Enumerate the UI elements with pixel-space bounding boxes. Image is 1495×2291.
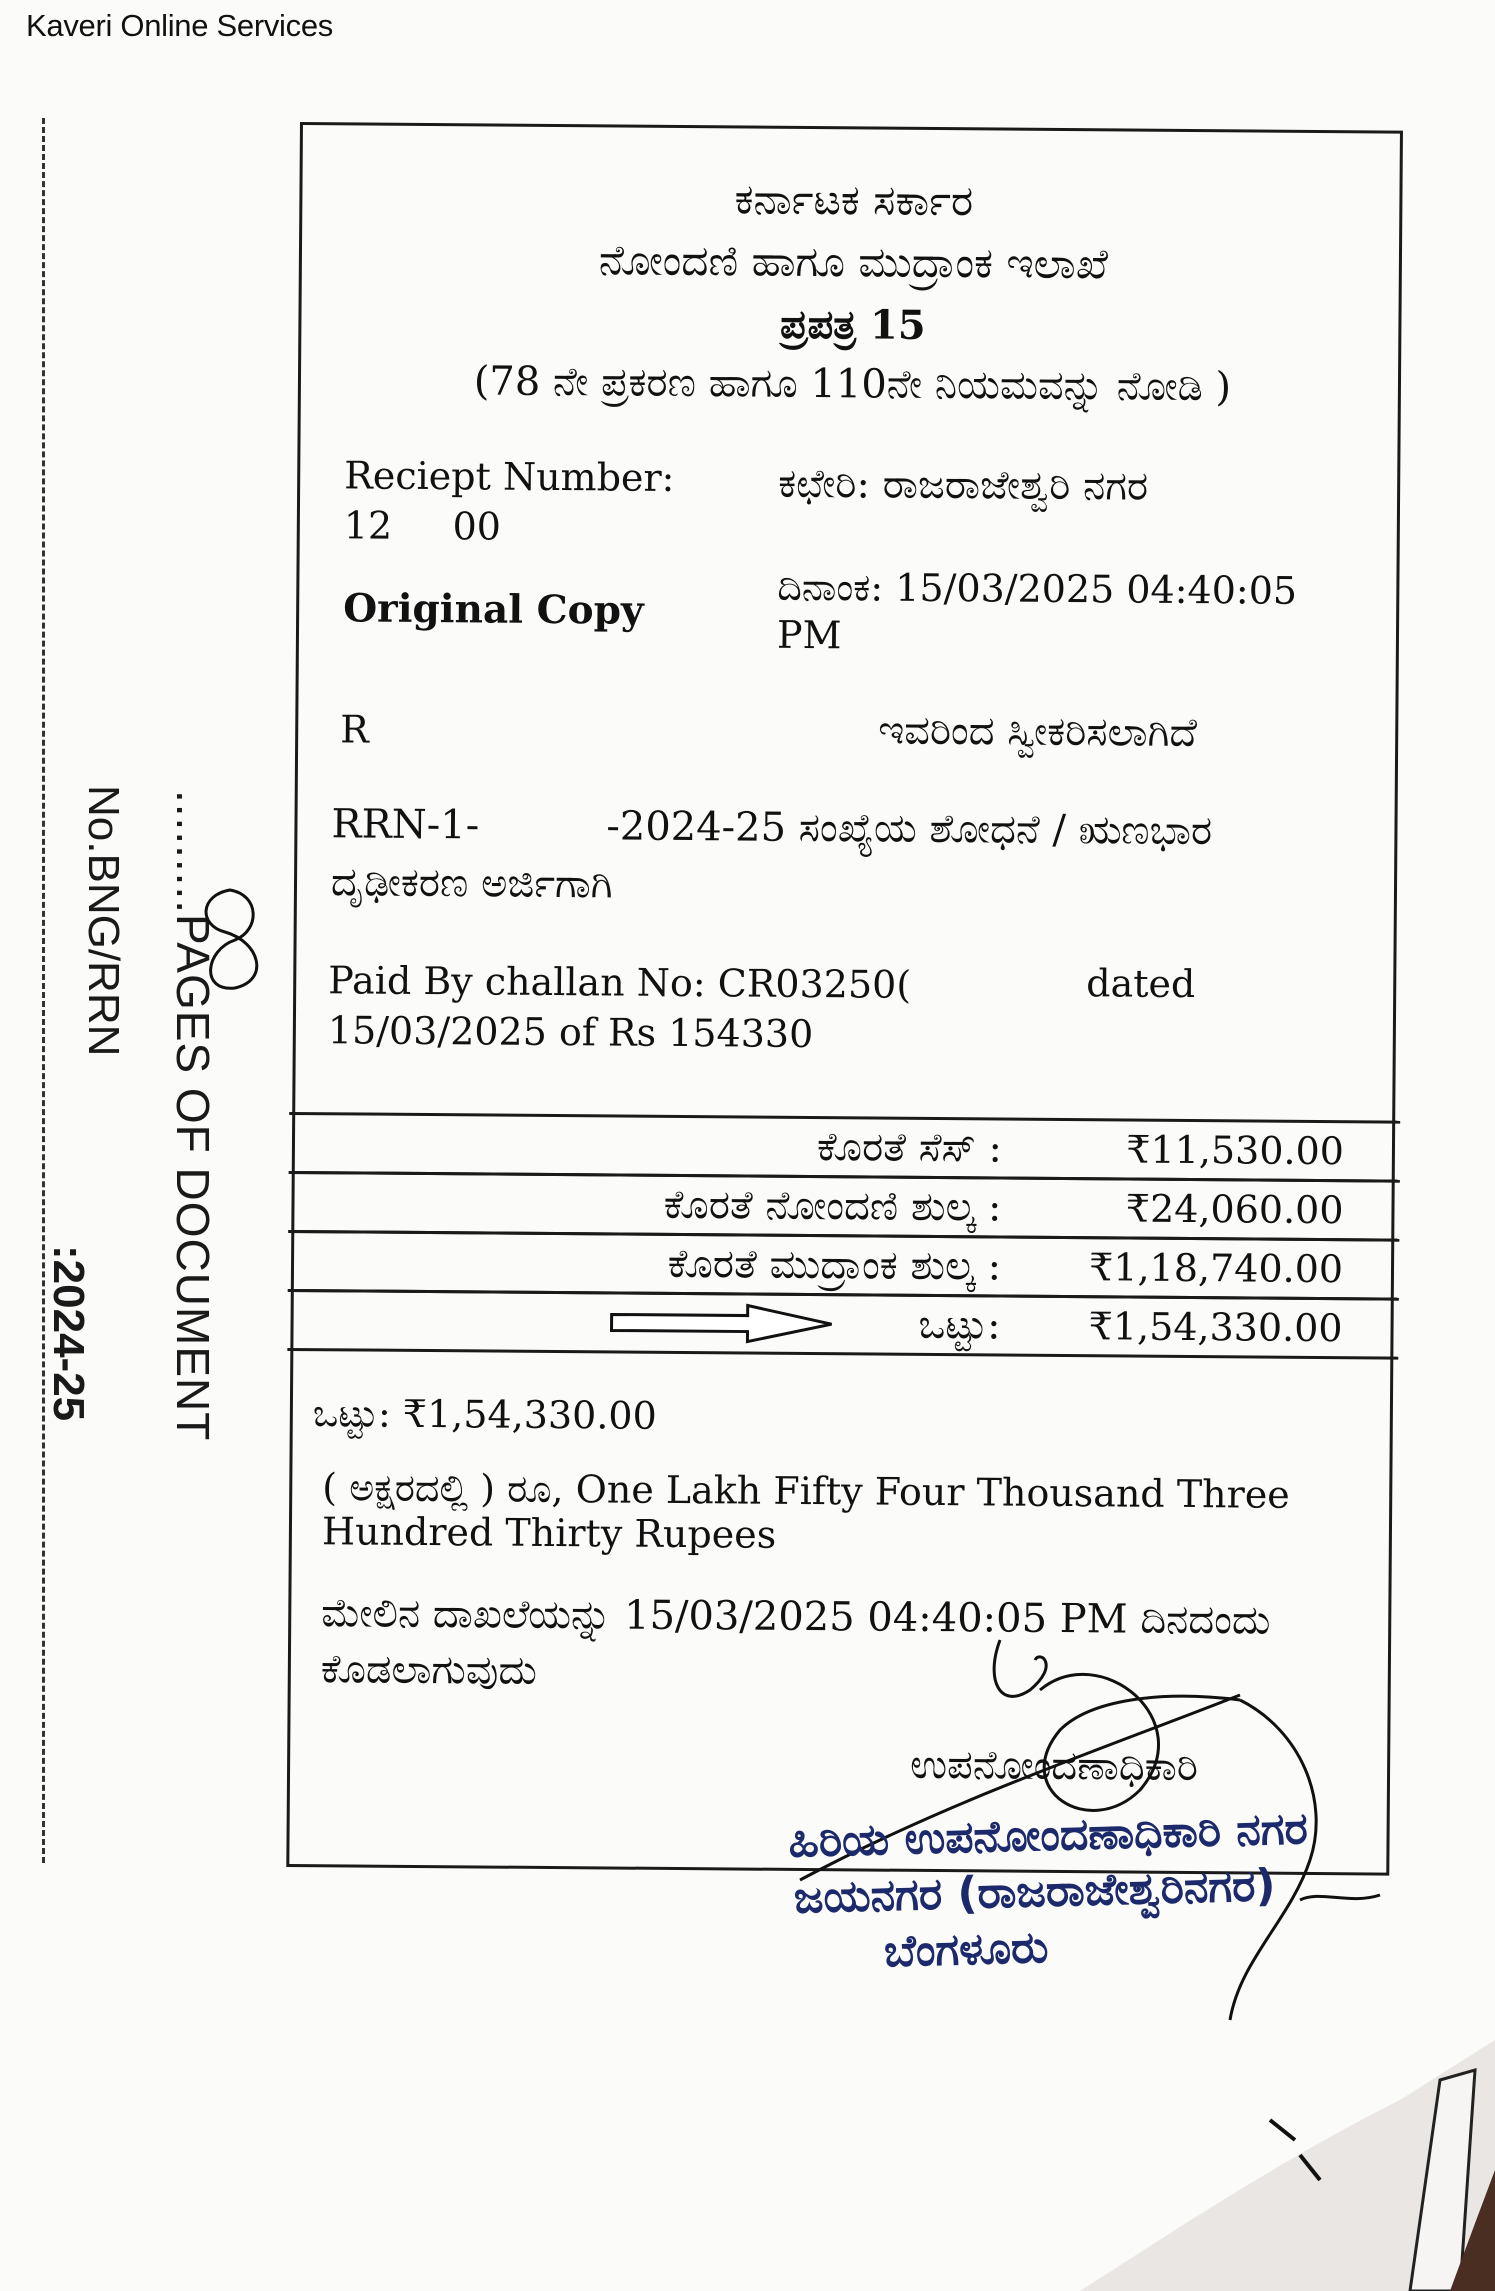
paper-corner-decoration (1080, 2040, 1495, 2291)
fee-label: ಒಟ್ಟು: (918, 1301, 1001, 1349)
challan-dated-label: dated (1086, 961, 1196, 1007)
header-government: ಕರ್ನಾಟಕ ಸರ್ಕಾರ (734, 174, 974, 226)
seal-line-3: ಬೆಂಗಳೂರು (883, 1922, 1049, 1978)
handwritten-page-count (190, 870, 280, 1010)
sidebar-pages-label: .........PAGES OF DOCUMENT (167, 790, 219, 1442)
amount-in-words: ( ಅಕ್ಷರದಲ್ಲಿ ) ರೂ, One Lakh Fifty Four Thousand Three Hundred Thirty Rupees (321, 1465, 1290, 1557)
fee-row-total (287, 1289, 1398, 1360)
sidebar-year: :2024-25 (44, 1245, 93, 1422)
receipt-number-value: 12 00 (343, 503, 502, 549)
fee-label: ಕೊರತೆ ಮುದ್ರಾಂಕ ಶುಲ್ಕ : (667, 1240, 1002, 1290)
header-form-number: ಪ್ರಪತ್ರ 15 (779, 300, 926, 349)
arrow-right-icon (607, 1300, 837, 1346)
challan-date-amount: 15/03/2025 of Rs 154330 (327, 1008, 814, 1057)
header-department: ನೋಂದಣಿ ಹಾಗೂ ಮುದ್ರಾಂಕ ಇಲಾಖೆ (598, 235, 1109, 289)
perforation-line (42, 118, 45, 1863)
site-title: Kaveri Online Services (26, 8, 333, 43)
received-from-text: ಇವರಿಂದ ಸ್ವೀಕರಿಸಲಾಗಿದೆ (878, 707, 1198, 757)
total-amount: ಒಟ್ಟು: ₹1,54,330.00 (312, 1391, 657, 1438)
challan-number: Paid By challan No: CR03250( (328, 958, 912, 1007)
seal-line-2: ಜಯನಗರ (ರಾಜರಾಜೇಶ್ವರಿನಗರ) (793, 1860, 1277, 1924)
header-reference: (78 ನೇ ಪ್ರಕರಣ ಹಾಗೂ 110ನೇ ನಿಯಮವನ್ನು ನೋಡಿ ) (473, 358, 1232, 411)
receipt-form (286, 122, 1403, 1876)
sidebar-ref-prefix: No.BNG/RRN (79, 785, 128, 1057)
seal-line-1: ಹಿರಿಯ ಉಪನೋಂದಣಾಧಿಕಾರಿ ನಗರ (787, 1803, 1309, 1868)
fee-value: ₹11,530.00 (1126, 1127, 1345, 1174)
receipt-number-label: Reciept Number: (344, 453, 675, 500)
fee-label: ಕೊರತೆ ಸೆಸ್ : (816, 1124, 1003, 1172)
copy-type: Original Copy (343, 585, 644, 634)
received-from-name: R (340, 707, 370, 752)
office-seal (788, 1801, 1312, 1983)
rrn-purpose: RRN-1- -2024-25 ಸಂಖ್ಯೆಯ ಶೋಧನೆ / ಋಣಭಾರ ದೃಢೀಕರಣ ಅರ್ಜಿಗಾಗಿ (330, 801, 1226, 908)
fee-table (287, 1115, 1400, 1360)
challan-details (328, 955, 912, 1060)
fee-value: ₹1,18,740.00 (1089, 1245, 1344, 1292)
office-name: ಕಛೇರಿ: ರಾಜರಾಜೇಶ್ವರಿ ನಗರ (777, 460, 1149, 510)
officer-title: ಉಪನೋಂದಣಾಧಿಕಾರಿ (909, 1741, 1199, 1791)
fee-label: ಕೊರತೆ ನೋಂದಣಿ ಶುಲ್ಕ : (663, 1181, 1002, 1231)
receipt-date: ದಿನಾಂಕ: 15/03/2025 04:40:05 PM (776, 564, 1298, 658)
issue-date-statement: ಮೇಲಿನ ದಾಖಲೆಯನ್ನು 15/03/2025 04:40:05 PM ದಿನದಂದು ಕೊಡಲಾಗುವುದು (320, 1590, 1271, 1694)
fee-value: ₹24,060.00 (1125, 1186, 1344, 1233)
fee-value: ₹1,54,330.00 (1088, 1304, 1343, 1351)
